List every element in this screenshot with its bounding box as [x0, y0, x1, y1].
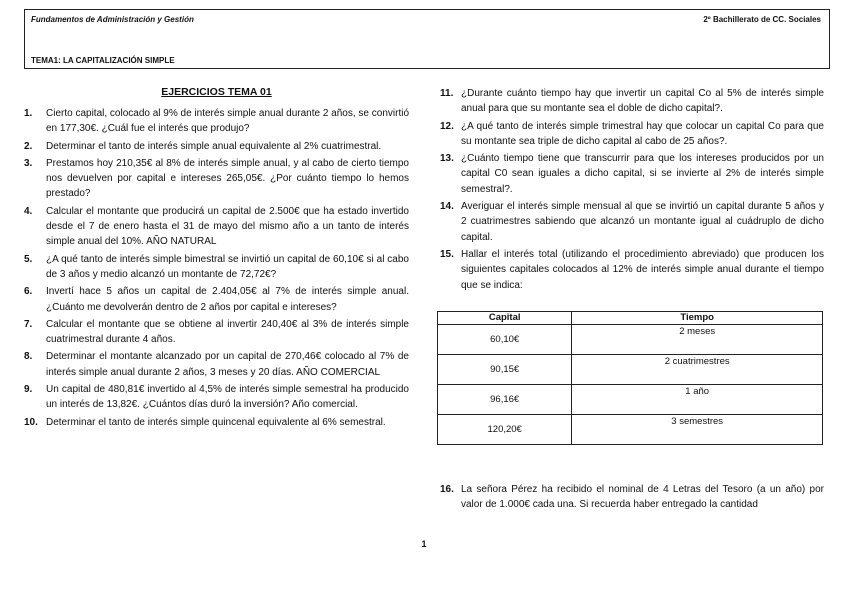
exercise-number: 11. [440, 88, 454, 99]
exercise-item [440, 86, 824, 117]
course-label: 2º Bachillerato de CC. Sociales [703, 15, 821, 24]
exercise-item [24, 284, 409, 315]
subject-label: Fundamentos de Administración y Gestión [31, 15, 194, 24]
exercise-text: ¿A qué tanto de interés simple bimestral se invirtió un capital de 60,10€ si al cabo de 3 años y medio alcanzó un montante de 72,72€? [46, 253, 409, 280]
exercise-item [440, 247, 824, 293]
exercise-item [24, 139, 409, 154]
exercise-item [24, 106, 409, 137]
capital-time-table [437, 311, 823, 445]
exercise-list-right [440, 86, 824, 293]
exercise-item [440, 482, 824, 513]
exercise-text: Determinar el montante alcanzado por un capital de 270,46€ colocado al 7% de interés simple anual durante 2 años, 3 meses y 20 días. AÑO COMERCIAL [46, 351, 409, 378]
exercise-number: 1. [24, 108, 33, 119]
exercise-item [440, 119, 824, 150]
exercise-text: Determinar el tanto de interés simple quincenal equivalente al 6% semestral. [46, 416, 386, 428]
exercise-number: 7. [24, 318, 33, 330]
exercise-text: Calcular el montante que se obtiene al invertir 240,40€ al 3% de interés simple cuatrimestral durante 4 años. [46, 318, 409, 346]
table-row [438, 354, 823, 384]
exercise-number: 10. [24, 416, 38, 428]
exercises-title: EJERCICIOS TEMA 01 [161, 86, 272, 98]
exercise-text: ¿A qué tanto de interés simple trimestral hay que colocar un capital Co para que su montante sea triple de dicho capital al cabo de 25 años?. [461, 120, 824, 147]
page-header [24, 9, 830, 69]
exercise-item [24, 415, 409, 430]
exercise-number: 12. [440, 120, 454, 132]
exercise-item [24, 317, 409, 348]
capital-cell: 60,10€ [438, 324, 572, 354]
exercise-number: 14. [440, 201, 454, 213]
exercise-number: 4. [24, 205, 33, 217]
exercise-item [24, 349, 409, 380]
column-header-capital: Capital [438, 311, 572, 324]
exercise-list-left [24, 106, 409, 430]
exercise-item [24, 382, 409, 413]
exercise-text: Invertí hace 5 años un capital de 2.404,05€ al 7% de interés simple anual. ¿Cuánto me devolverán dentro de 2 años por capital e intereses? [46, 286, 409, 313]
exercise-number: 16. [440, 483, 454, 495]
exercise-item [24, 204, 409, 250]
exercise-item [24, 252, 409, 283]
tiempo-cell: 3 semestres [572, 414, 823, 444]
exercise-number: 9. [24, 384, 33, 396]
exercise-text: Cierto capital, colocado al 9% de interés simple anual durante 2 años, se convirtió en 177,30€. ¿Cuál fue el interés que produjo? [46, 108, 409, 135]
tiempo-cell: 1 año [572, 384, 823, 414]
topic-label: TEMA1: LA CAPITALIZACIÓN SIMPLE [31, 56, 175, 65]
exercise-number: 13. [440, 153, 454, 165]
exercise-list-continued [440, 482, 824, 513]
exercise-text: ¿Durante cuánto tiempo hay que invertir un capital Co al 5% de interés simple anual para que su montante sea el doble de dicho capital?. [461, 88, 824, 115]
left-column [24, 86, 409, 432]
exercise-item [440, 151, 824, 197]
capital-cell: 90,15€ [438, 354, 572, 384]
exercise-number: 8. [24, 351, 33, 363]
tiempo-cell: 2 cuatrimestres [572, 354, 823, 384]
table-row [438, 414, 823, 444]
exercise-text: ¿Cuánto tiempo tiene que transcurrir para que los intereses producidos por un capital C0 sean iguales a dicho capital, si se invierte al 2% de interés simple semestral?. [461, 153, 824, 195]
exercise-number: 3. [24, 157, 33, 169]
tiempo-cell: 2 meses [572, 324, 823, 354]
page-number: 1 [421, 539, 427, 549]
exercise-number: 15. [440, 248, 454, 260]
exercise-item [24, 156, 409, 202]
exercise-text: Averiguar el interés simple mensual al que se invirtió un capital durante 5 años y 2 cuatrimestres sabiendo que alcanzó un montante igual al cuádruplo de dicho capital. [461, 201, 824, 243]
table-header-row [438, 311, 823, 324]
capital-cell: 96,16€ [438, 384, 572, 414]
right-column [440, 86, 824, 514]
exercise-text: Determinar el tanto de interés simple anual equivalente al 2% cuatrimestral. [46, 140, 382, 152]
exercise-number: 2. [24, 140, 33, 152]
exercise-number: 5. [24, 253, 33, 265]
exercise-text: Calcular el montante que producirá un capital de 2.500€ que ha estado invertido desde el 7 de enero hasta el 31 de mayo del mismo año a un tanto de interés simple anual del 10%. AÑO NATURAL [46, 205, 409, 248]
capital-cell: 120,20€ [438, 414, 572, 444]
exercise-text: Prestamos hoy 210,35€ al 8% de interés simple anual, y al cabo de cierto tiempo nos devuelven por capital e intereses 265,05€. ¿Por cuánto tiempo lo hemos prestado? [46, 157, 409, 200]
exercise-text: La señora Pérez ha recibido el nominal de 4 Letras del Tesoro (a un año) por valor de 1.000€ cada una. Si recuerda haber entregado la cantidad [461, 483, 824, 511]
exercise-text: Hallar el interés total (utilizando el procedimiento abreviado) que producen los siguientes capitales colocados al 12% de interés simple anual durante el tiempo que se indica: [461, 248, 824, 291]
exercise-number: 6. [24, 286, 33, 298]
table-row [438, 324, 823, 354]
exercise-text: Un capital de 480,81€ invertido al 4,5% de interés simple semestral ha producido un interés de 13,82€. ¿Cuántos días duró la inversión? Año comercial. [46, 384, 409, 411]
exercise-item [440, 199, 824, 245]
column-header-tiempo: Tiempo [572, 311, 823, 324]
table-row [438, 384, 823, 414]
